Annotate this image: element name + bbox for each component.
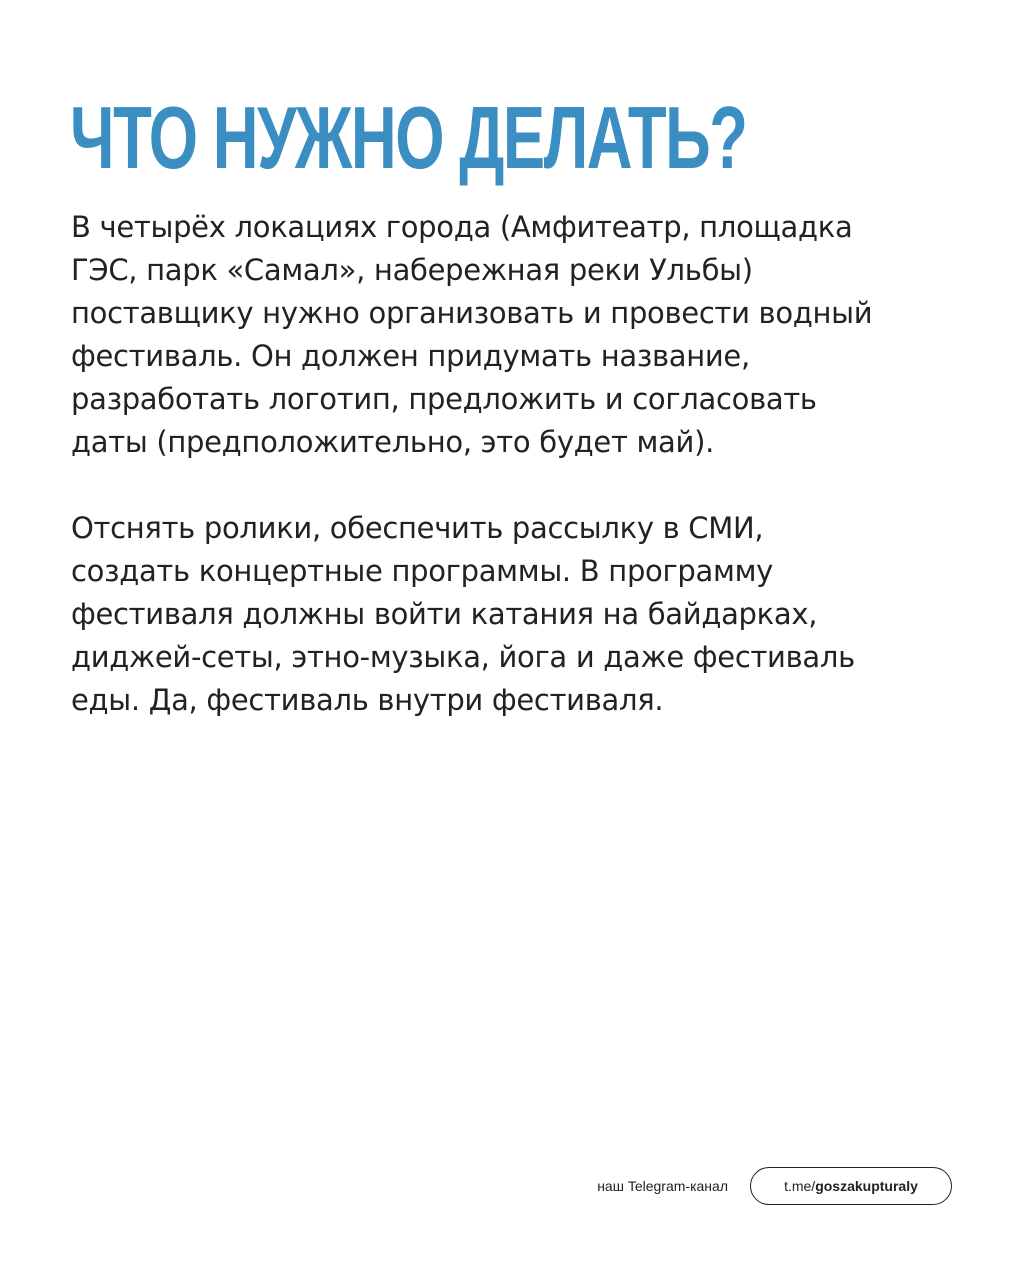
article-body	[71, 206, 971, 765]
link-prefix: t.me/	[784, 1178, 816, 1194]
page-title: ЧТО НУЖНО ДЕЛАТЬ?	[70, 88, 747, 187]
text-line: диджей-сеты, этно-музыка, йога и даже фестиваль	[71, 640, 855, 674]
text-line: создать концертные программы. В программу	[71, 554, 774, 588]
telegram-channel-label: наш Telegram-канал	[597, 1178, 728, 1194]
text-line: фестиваль. Он должен придумать название,	[71, 339, 750, 373]
text-line: Отснять ролики, обеспечить рассылку в СМИ,	[71, 511, 764, 545]
paragraph-1	[71, 206, 971, 464]
text-line: даты (предположительно, это будет май).	[71, 425, 715, 459]
text-line: ГЭС, парк «Самал», набережная реки Ульбы)	[71, 253, 753, 287]
link-handle: goszakupturaly	[815, 1178, 918, 1194]
text-line: еды. Да, фестиваль внутри фестиваля.	[71, 683, 664, 717]
telegram-channel-link[interactable]	[750, 1167, 952, 1205]
text-line: поставщику нужно организовать и провести водный	[71, 296, 873, 330]
text-line: фестиваля должны войти катания на байдарках,	[71, 597, 818, 631]
text-line: В четырёх локациях города (Амфитеатр, площадка	[71, 210, 853, 244]
text-line: разработать логотип, предложить и согласовать	[71, 382, 817, 416]
paragraph-2	[71, 507, 971, 722]
footer	[597, 1167, 952, 1205]
